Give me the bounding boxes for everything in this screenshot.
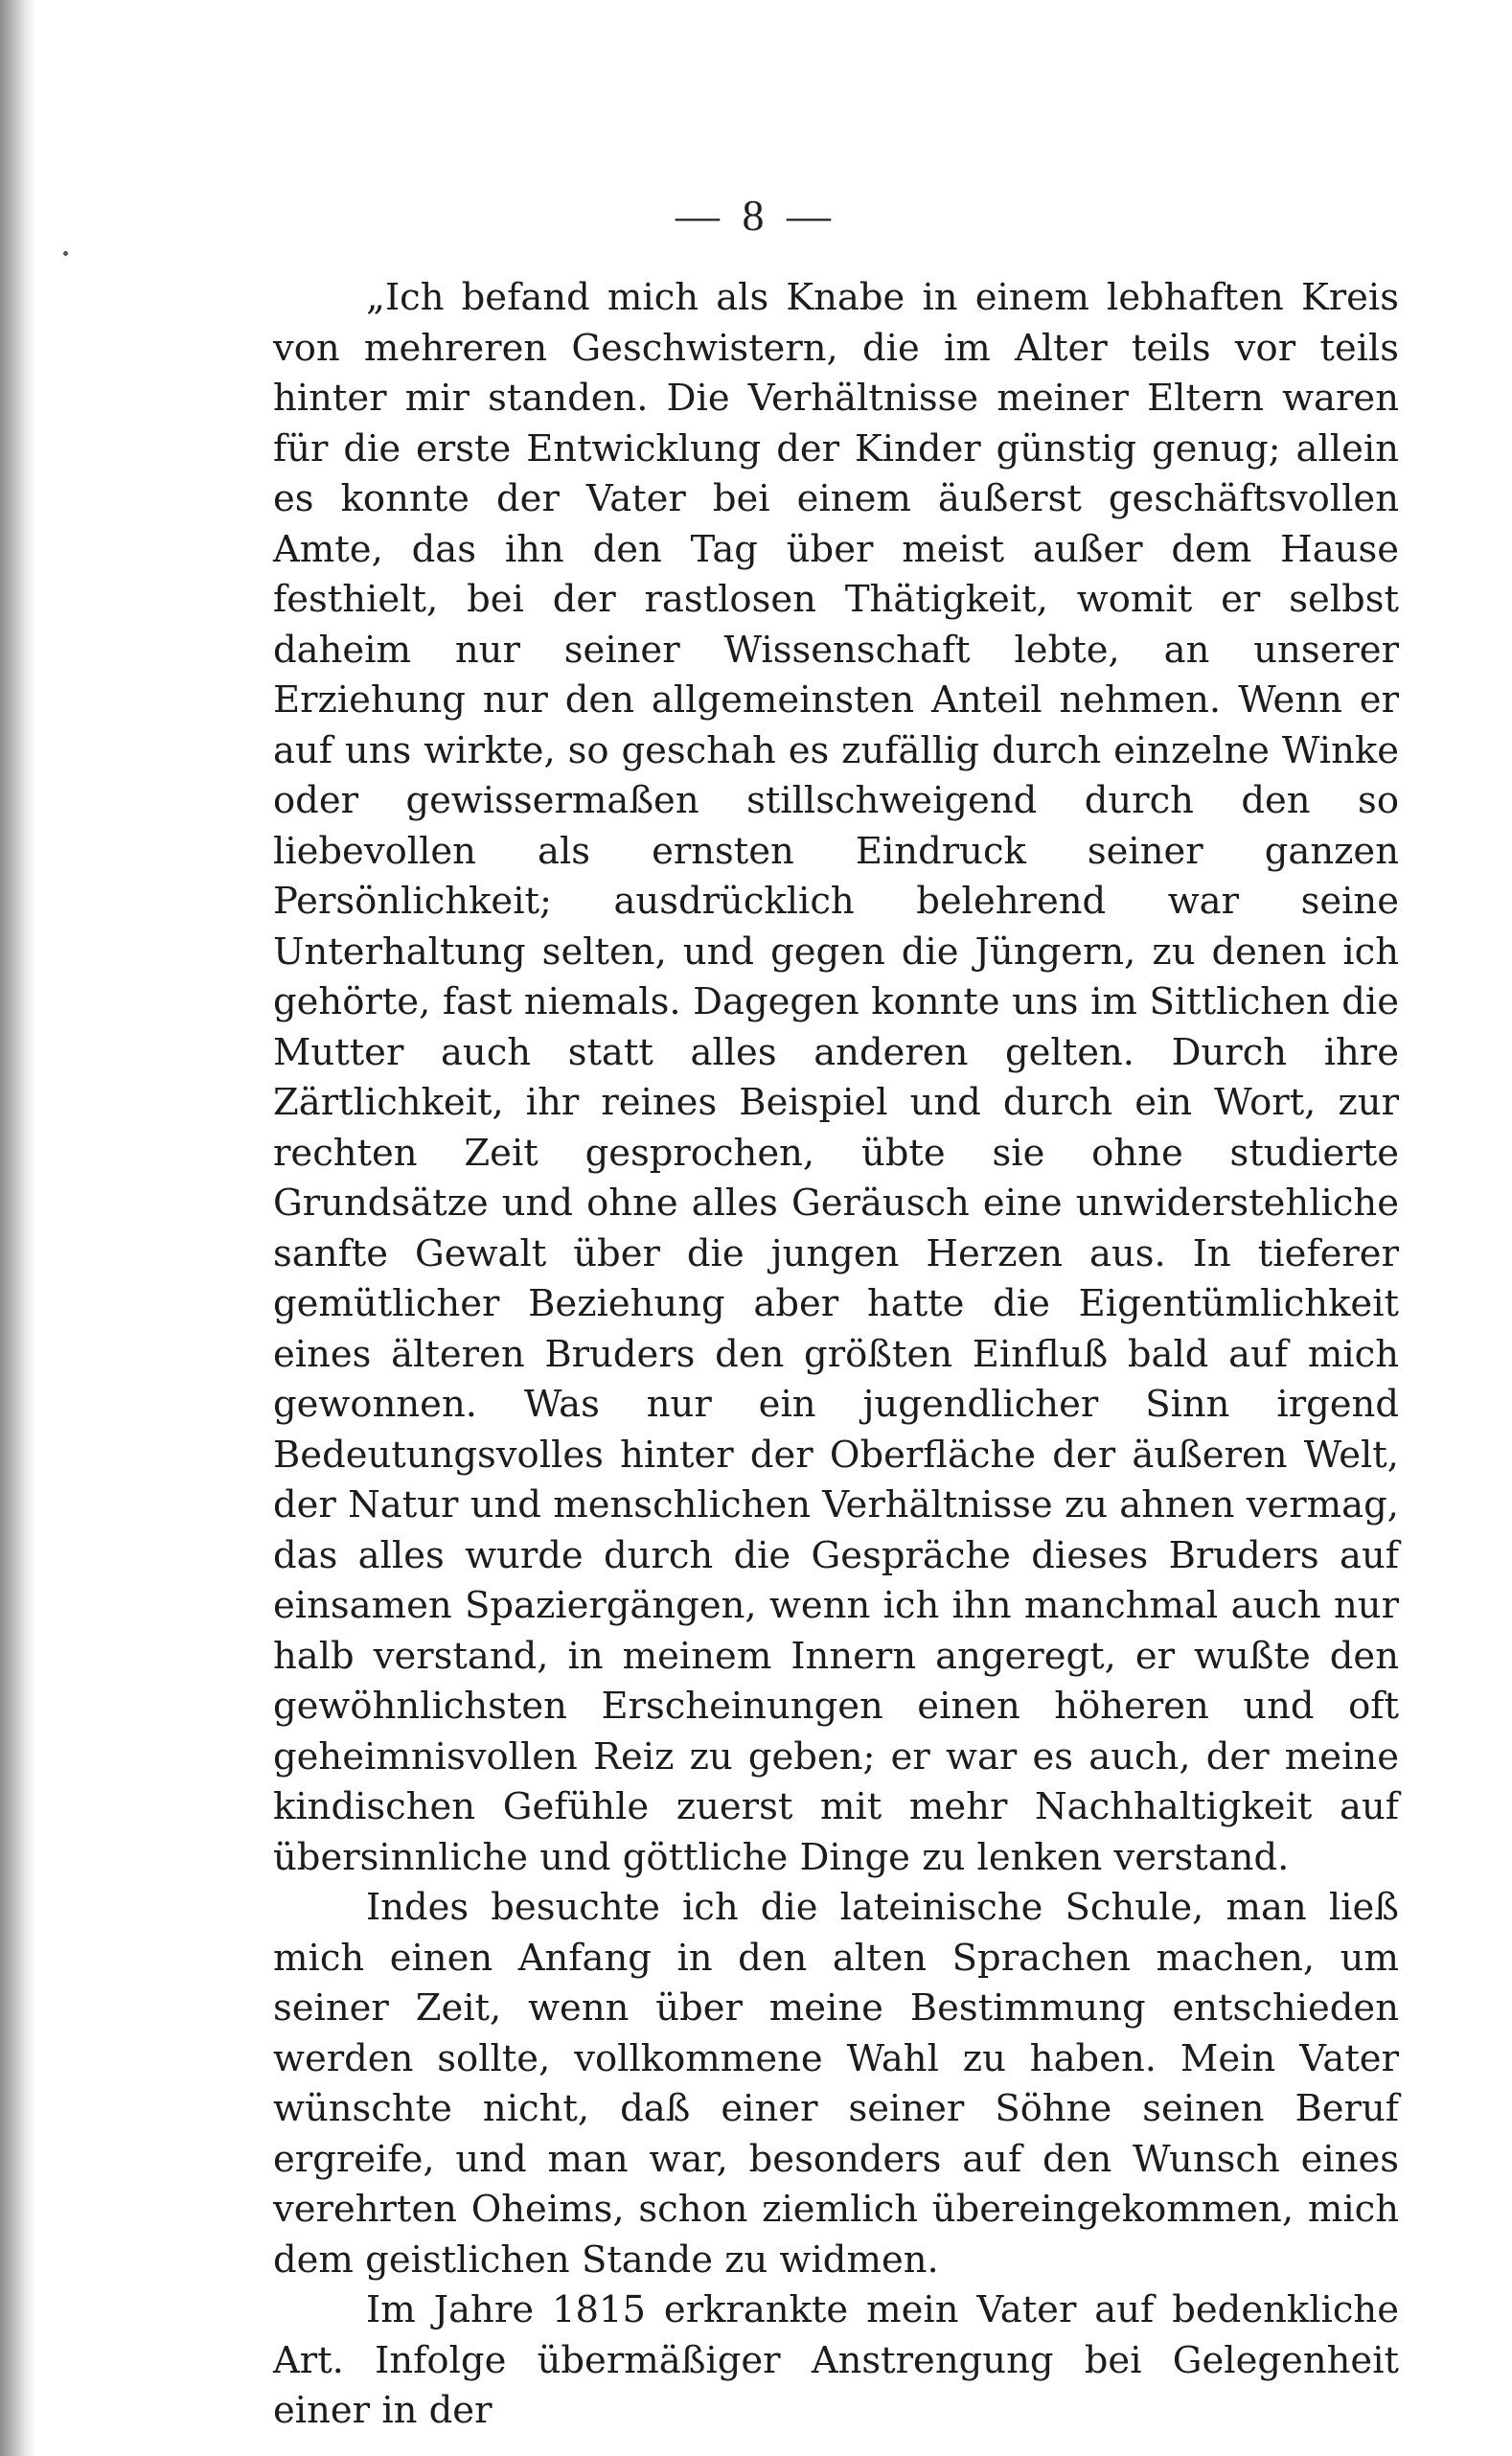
- page-number: — 8 —: [676, 191, 836, 240]
- paragraph-1: „Ich befand mich als Knabe in einem lebhaften Kreis von mehreren Geschwistern, die im Alter teils vor teils hinter mir standen. Die Verhältnisse meiner Eltern waren für die erste Entwicklung der Kinder günstig genug; allein es konnte der Vater bei einem äußerst geschäftsvollen Amte, das ihn den Tag über meist außer dem Hause festhielt, bei der rastlosen Thätigkeit, womit er selbst daheim nur seiner Wissenschaft lebte, an unserer Erziehung nur den allgemeinsten Anteil nehmen. Wenn er auf uns wirkte, so geschah es zufällig durch einzelne Winke oder gewissermaßen stillschweigend durch den so liebevollen als ernsten Eindruck seiner ganzen Persönlichkeit; ausdrücklich belehrend war seine Unterhaltung selten, und gegen die Jüngern, zu denen ich gehörte, fast niemals. Dagegen konnte uns im Sittlichen die Mutter auch statt alles anderen gelten. Durch ihre Zärtlichkeit, ihr reines Beispiel und durch ein Wort, zur rechten Zeit gesprochen, übte sie ohne studierte Grundsätze und ohne alles Geräusch eine unwiderstehliche sanfte Gewalt über die jungen Herzen aus. In tieferer gemütlicher Beziehung aber hatte die Eigentümlichkeit eines älteren Bruders den größten Einfluß bald auf mich gewonnen. Was nur ein jugendlicher Sinn irgend Bedeutungsvolles hinter der Oberfläche der äußeren Welt, der Natur und menschlichen Verhältnisse zu ahnen vermag, das alles wurde durch die Gespräche dieses Bruders auf einsamen Spaziergängen, wenn ich ihn manchmal auch nur halb verstand, in meinem Innern angeregt, er wußte den gewöhnlichsten Erscheinungen einen höheren und oft geheimnisvollen Reiz zu geben; er war es auch, der meine kindischen Gefühle zuerst mit mehr Nachhaltigkeit auf übersinnliche und göttliche Dinge zu lenken verstand.: [273, 276, 1399, 1879]
- paragraph-2: Indes besuchte ich die lateinische Schule, man ließ mich einen Anfang in den alten Sprachen machen, um seiner Zeit, wenn über meine Bestimmung entschieden werden sollte, vollkommene Wahl zu haben. Mein Vater wünschte nicht, daß einer seiner Söhne seinen Beruf ergreife, und man war, besonders auf den Wunsch eines verehrten Oheims, schon ziemlich übereingekommen, mich dem geistlichen Stande zu widmen.: [273, 1886, 1399, 2282]
- paragraph-3: Im Jahre 1815 erkrankte mein Vater auf bedenkliche Art. Infolge übermäßiger Anstrengung bei Gelegenheit einer in der: [273, 2288, 1399, 2432]
- body-text: [273, 273, 1399, 2437]
- speck-mark: [63, 251, 68, 256]
- binding-edge-shadow: [0, 0, 36, 2456]
